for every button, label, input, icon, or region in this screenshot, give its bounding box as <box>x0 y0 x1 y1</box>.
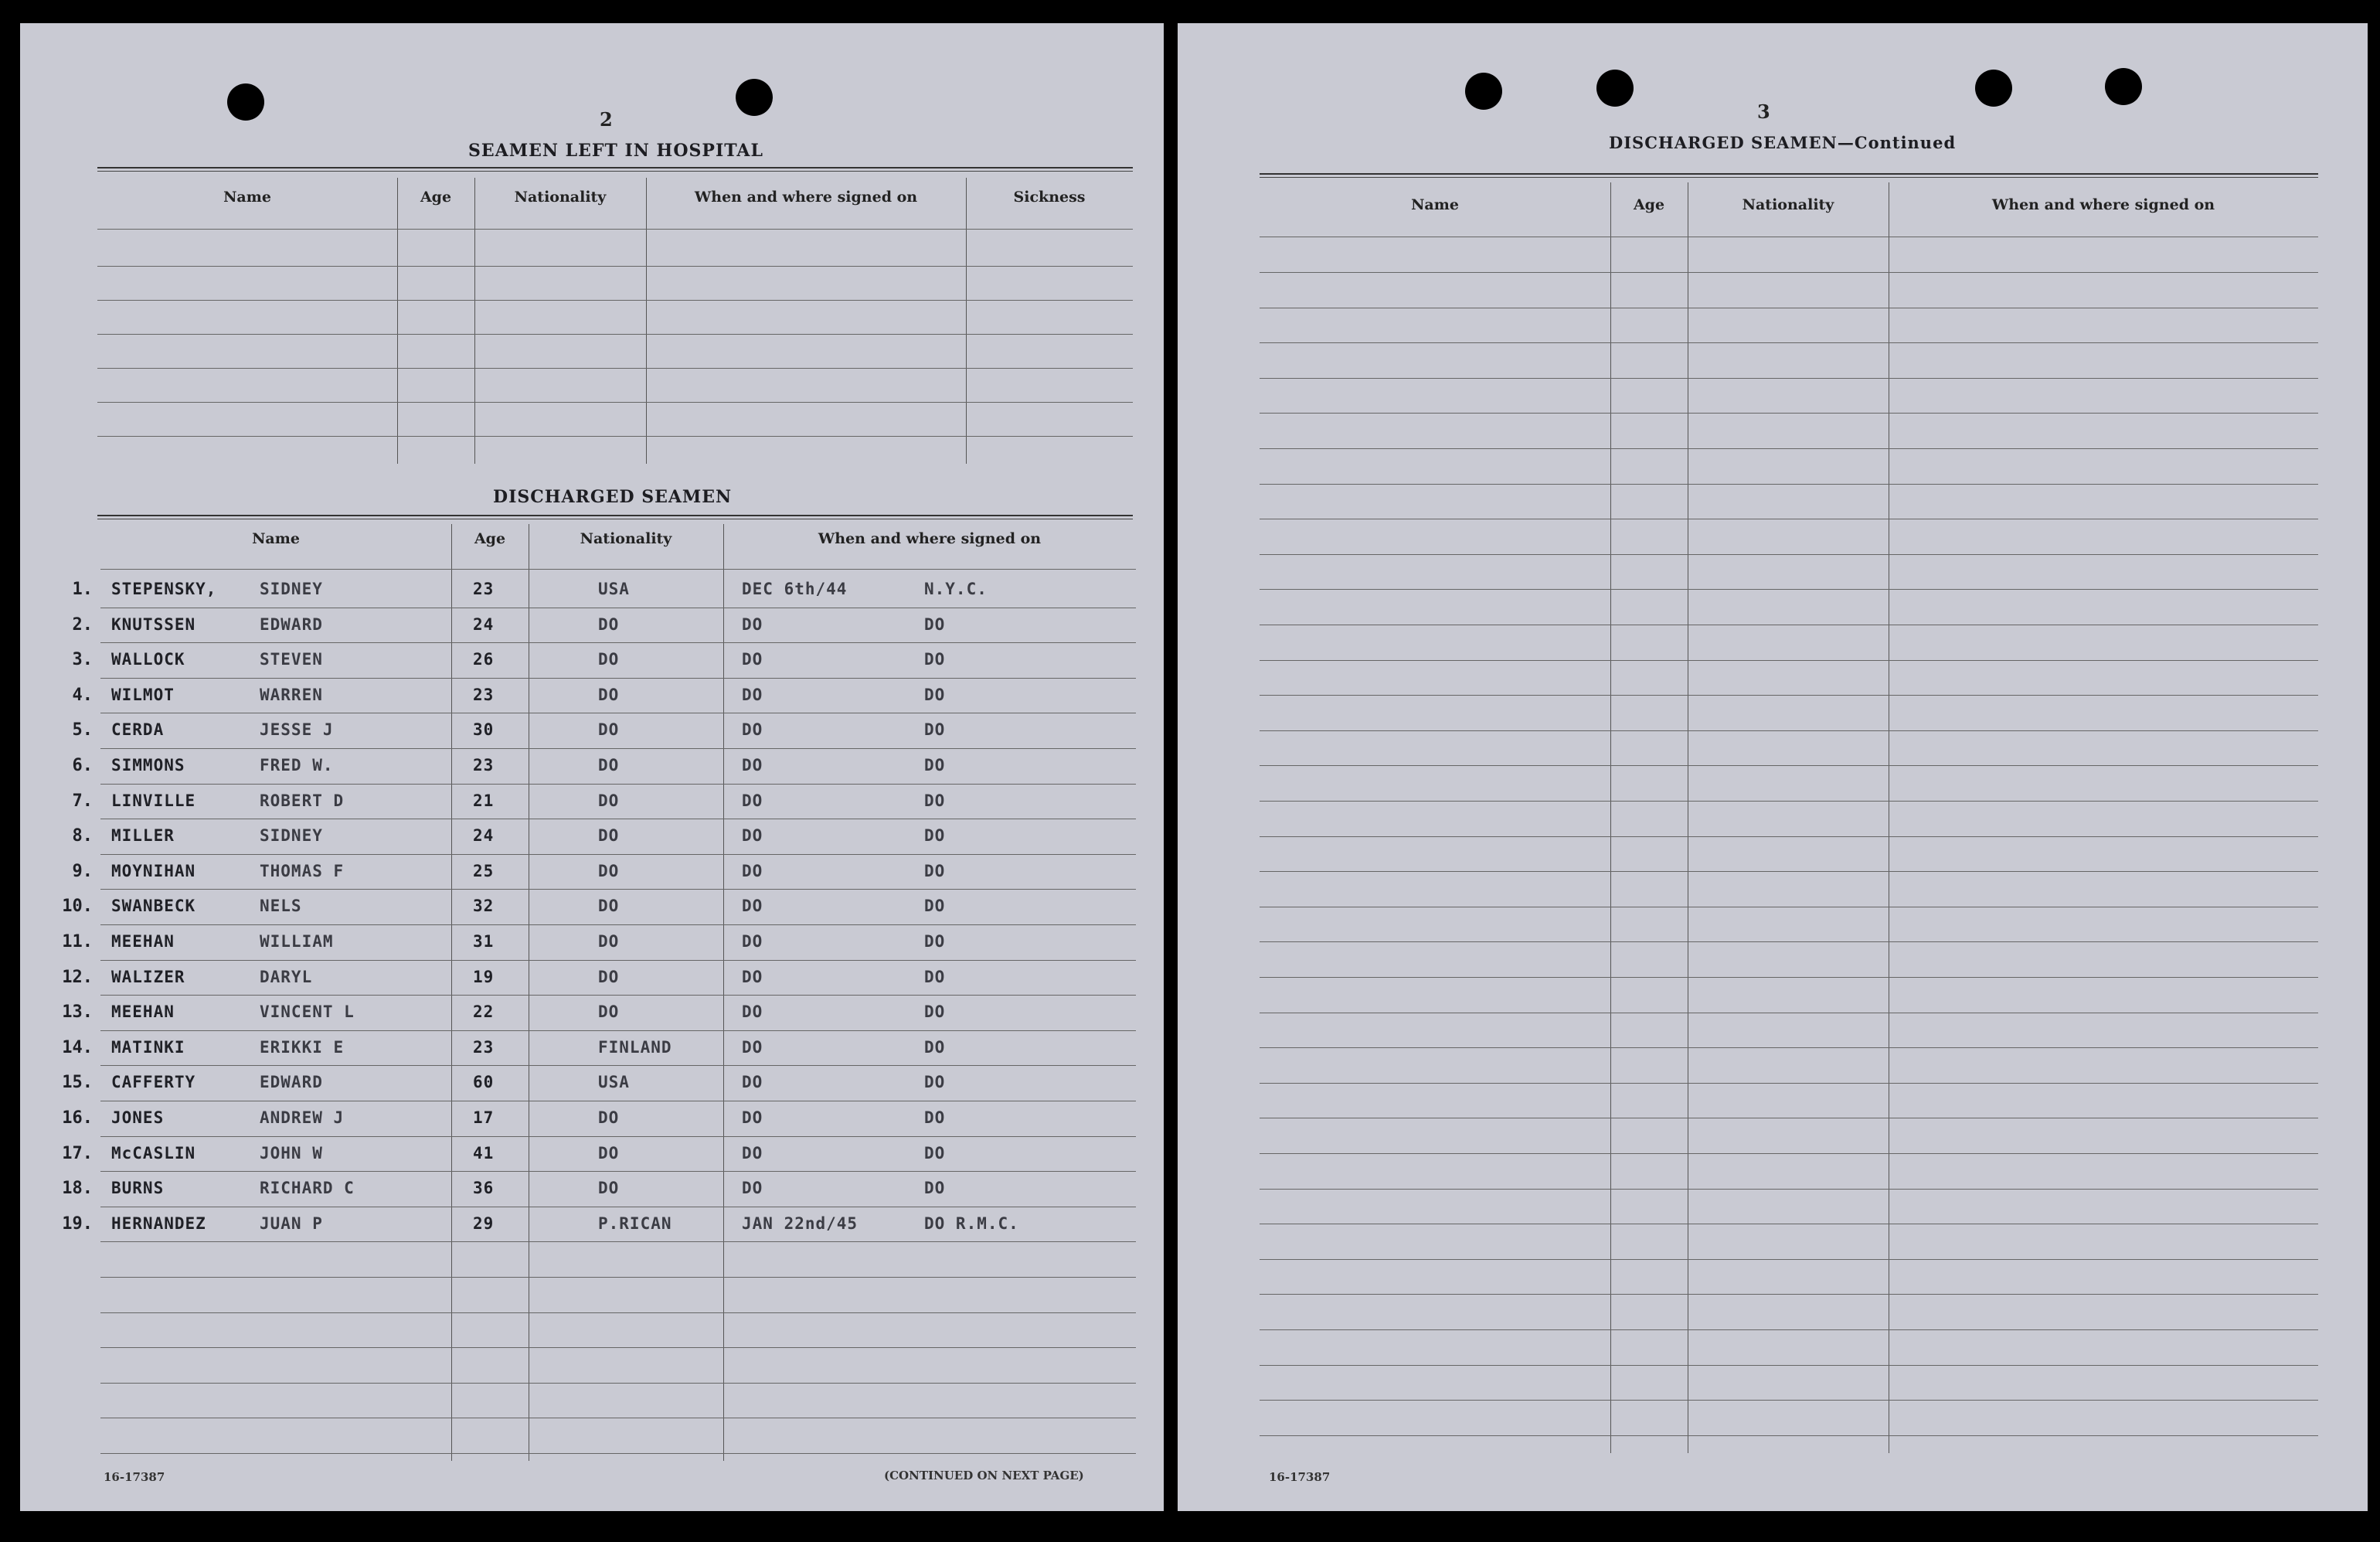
blank-row-line <box>1260 1083 2318 1084</box>
seaman-age: 23 <box>473 685 495 704</box>
seaman-nationality: DO <box>598 791 620 810</box>
seaman-age: 25 <box>473 861 495 880</box>
seaman-age: 26 <box>473 650 495 669</box>
seaman-age: 17 <box>473 1108 495 1127</box>
seaman-surname: MEEHAN <box>111 932 175 951</box>
row-line <box>100 1136 1136 1137</box>
seaman-surname: LINVILLE <box>111 791 196 810</box>
blank-row-line <box>1260 695 2318 696</box>
punch-hole <box>1596 70 1634 107</box>
column-divider <box>646 178 647 464</box>
blank-row-line <box>1260 1435 2318 1436</box>
seaman-age: 31 <box>473 932 495 951</box>
signed-on-place: DO R.M.C. <box>924 1214 1019 1233</box>
blank-row-line <box>1260 342 2318 343</box>
seaman-nationality: DO <box>598 650 620 669</box>
blank-row-line <box>1260 871 2318 872</box>
seaman-given-name: FRED W. <box>260 756 334 774</box>
signed-on-date: DO <box>742 932 763 951</box>
row-number: 6. <box>72 756 93 775</box>
row-number: 15. <box>62 1073 93 1093</box>
signed-on-date: DO <box>742 861 763 880</box>
signed-on-place: DO <box>924 1143 946 1162</box>
seaman-age: 41 <box>473 1143 495 1162</box>
row-line <box>100 960 1136 961</box>
form-number: 16-17387 <box>104 1470 165 1484</box>
seaman-given-name: DARYL <box>260 967 313 986</box>
signed-on-date: DO <box>742 650 763 669</box>
blank-row-line <box>100 1277 1136 1278</box>
seaman-surname: BURNS <box>111 1179 165 1198</box>
row-number: 16. <box>62 1108 93 1128</box>
row-line <box>100 784 1136 785</box>
signed-on-date: DO <box>742 1179 763 1198</box>
column-header-nationality: Nationality <box>580 530 672 547</box>
row-number: 2. <box>72 614 93 635</box>
signed-on-place: DO <box>924 826 946 846</box>
seaman-given-name: JOHN W <box>260 1143 323 1162</box>
header-rule <box>97 229 1133 230</box>
row-number: 3. <box>72 650 93 670</box>
blank-row-line <box>1260 1365 2318 1366</box>
row-line <box>100 748 1136 749</box>
column-header-sickness: Sickness <box>1013 189 1086 206</box>
seaman-surname: MOYNIHAN <box>111 861 196 880</box>
punch-hole <box>2105 68 2142 105</box>
seaman-surname: SWANBECK <box>111 897 196 916</box>
seaman-given-name: EDWARD <box>260 614 323 634</box>
blank-row-line <box>97 436 1133 437</box>
column-header-name: Name <box>252 530 300 547</box>
blank-row-line <box>1260 1259 2318 1260</box>
seaman-surname: WILMOT <box>111 685 175 704</box>
divider <box>97 167 1133 172</box>
row-line <box>100 995 1136 996</box>
signed-on-date: DO <box>742 826 763 846</box>
blank-row-line <box>97 402 1133 403</box>
right-page <box>1178 23 2368 1511</box>
signed-on-place: DO <box>924 1073 946 1092</box>
punch-hole <box>1975 70 2012 107</box>
seaman-age: 22 <box>473 1002 495 1022</box>
seaman-age: 36 <box>473 1179 495 1198</box>
row-number: 13. <box>62 1002 93 1023</box>
signed-on-place: N.Y.C. <box>924 580 988 598</box>
blank-row-line <box>1260 730 2318 731</box>
signed-on-date: DO <box>742 1108 763 1127</box>
seaman-surname: HERNANDEZ <box>111 1214 206 1233</box>
row-number: 4. <box>72 685 93 705</box>
seaman-nationality: DO <box>598 861 620 880</box>
signed-on-place: DO <box>924 614 946 634</box>
row-number: 7. <box>72 791 93 811</box>
seaman-given-name: STEVEN <box>260 650 323 669</box>
seaman-nationality: USA <box>598 580 630 598</box>
blank-row-line <box>1260 1189 2318 1190</box>
seaman-given-name: ANDREW J <box>260 1108 345 1127</box>
blank-row-line <box>97 300 1133 301</box>
signed-on-date: DO <box>742 1073 763 1092</box>
seaman-nationality: DO <box>598 897 620 916</box>
column-header-name: Name <box>223 189 271 206</box>
seaman-age: 21 <box>473 791 495 810</box>
seaman-given-name: THOMAS F <box>260 861 345 880</box>
continued-note: (CONTINUED ON NEXT PAGE) <box>884 1469 1084 1482</box>
column-header-age: Age <box>1633 196 1665 213</box>
hospital-section-title: SEAMEN LEFT IN HOSPITAL <box>468 141 763 161</box>
blank-row-line <box>100 1312 1136 1313</box>
seaman-nationality: DO <box>598 932 620 951</box>
seaman-nationality: DO <box>598 1179 620 1198</box>
row-number: 14. <box>62 1037 93 1057</box>
row-line <box>100 924 1136 925</box>
column-header-when-and-where-signed-on: When and where signed on <box>1991 196 2215 213</box>
seaman-given-name: SIDNEY <box>260 580 323 598</box>
row-number: 10. <box>62 897 93 917</box>
blank-row-line <box>1260 413 2318 414</box>
blank-row-line <box>97 266 1133 267</box>
seaman-surname: CAFFERTY <box>111 1073 196 1092</box>
blank-row-line <box>1260 836 2318 837</box>
blank-row-line <box>1260 765 2318 766</box>
signed-on-place: DO <box>924 650 946 669</box>
seaman-nationality: DO <box>598 720 620 740</box>
page-number: 3 <box>1757 100 1770 123</box>
seaman-nationality: P.RICAN <box>598 1214 672 1233</box>
row-line <box>100 1030 1136 1031</box>
column-header-nationality: Nationality <box>1742 196 1834 213</box>
signed-on-date: DEC 6th/44 <box>742 580 848 598</box>
blank-row-line <box>100 1347 1136 1348</box>
column-header-nationality: Nationality <box>514 189 607 206</box>
row-line <box>100 854 1136 855</box>
seaman-nationality: DO <box>598 614 620 634</box>
blank-row-line <box>1260 272 2318 273</box>
blank-row-line <box>1260 1329 2318 1330</box>
row-number: 11. <box>62 932 93 951</box>
seaman-age: 32 <box>473 897 495 916</box>
signed-on-date: DO <box>742 967 763 986</box>
seaman-given-name: WILLIAM <box>260 932 334 951</box>
seaman-surname: WALIZER <box>111 967 185 986</box>
form-number: 16-17387 <box>1269 1470 1331 1484</box>
row-number: 9. <box>72 861 93 881</box>
seaman-nationality: DO <box>598 967 620 986</box>
row-line <box>100 1171 1136 1172</box>
divider <box>97 515 1133 519</box>
blank-row-line <box>1260 448 2318 449</box>
signed-on-date: DO <box>742 685 763 704</box>
seaman-nationality: DO <box>598 1143 620 1162</box>
blank-row-line <box>100 1383 1136 1384</box>
punch-hole <box>736 79 773 116</box>
seaman-nationality: DO <box>598 1002 620 1022</box>
seaman-nationality: DO <box>598 826 620 846</box>
blank-row-line <box>1260 378 2318 379</box>
blank-row-line <box>1260 1153 2318 1154</box>
column-divider <box>1610 182 1611 1453</box>
row-line <box>100 642 1136 643</box>
page-number: 2 <box>600 108 613 131</box>
seaman-surname: WALLOCK <box>111 650 185 669</box>
signed-on-place: DO <box>924 897 946 916</box>
signed-on-date: DO <box>742 720 763 740</box>
seaman-surname: CERDA <box>111 720 165 740</box>
blank-row-line <box>1260 660 2318 661</box>
seaman-age: 24 <box>473 826 495 846</box>
column-divider <box>966 178 967 464</box>
seaman-nationality: USA <box>598 1073 630 1092</box>
column-header-name: Name <box>1411 196 1459 213</box>
seaman-surname: MEEHAN <box>111 1002 175 1022</box>
signed-on-place: DO <box>924 861 946 880</box>
left-page <box>20 23 1164 1511</box>
row-number: 5. <box>72 720 93 740</box>
seaman-surname: STEPENSKY, <box>111 580 217 598</box>
header-rule <box>100 569 1136 570</box>
row-number: 8. <box>72 826 93 846</box>
signed-on-date: DO <box>742 791 763 810</box>
signed-on-place: DO <box>924 756 946 774</box>
seaman-age: 29 <box>473 1214 495 1233</box>
row-number: 1. <box>72 580 93 599</box>
blank-row-line <box>1260 484 2318 485</box>
signed-on-place: DO <box>924 791 946 810</box>
column-header-when-and-where-signed-on: When and where signed on <box>818 530 1042 547</box>
seaman-age: 23 <box>473 580 495 598</box>
signed-on-place: DO <box>924 1179 946 1198</box>
row-line <box>100 889 1136 890</box>
row-line <box>100 678 1136 679</box>
column-header-when-and-where-signed-on: When and where signed on <box>694 189 918 206</box>
seaman-age: 30 <box>473 720 495 740</box>
blank-row-line <box>1260 801 2318 802</box>
row-line <box>100 1241 1136 1242</box>
seaman-age: 19 <box>473 967 495 986</box>
seaman-age: 24 <box>473 614 495 634</box>
signed-on-place: DO <box>924 1002 946 1022</box>
seaman-nationality: DO <box>598 756 620 774</box>
seaman-given-name: VINCENT L <box>260 1002 355 1022</box>
punch-hole <box>227 83 264 121</box>
seaman-given-name: NELS <box>260 897 302 916</box>
seaman-surname: SIMMONS <box>111 756 185 774</box>
row-line <box>100 1065 1136 1066</box>
signed-on-date: DO <box>742 1143 763 1162</box>
row-number: 18. <box>62 1179 93 1199</box>
blank-row-line <box>1260 589 2318 590</box>
signed-on-place: DO <box>924 720 946 740</box>
seaman-given-name: RICHARD C <box>260 1179 355 1198</box>
punch-hole <box>1465 73 1502 110</box>
row-number: 19. <box>62 1214 93 1234</box>
seaman-given-name: JESSE J <box>260 720 334 740</box>
seaman-surname: MATINKI <box>111 1037 185 1057</box>
column-header-age: Age <box>474 530 506 547</box>
seaman-age: 23 <box>473 1037 495 1057</box>
blank-row-line <box>1260 1294 2318 1295</box>
signed-on-date: DO <box>742 1002 763 1022</box>
blank-row-line <box>100 1453 1136 1454</box>
signed-on-date: DO <box>742 614 763 634</box>
seaman-given-name: SIDNEY <box>260 826 323 846</box>
signed-on-place: DO <box>924 1108 946 1127</box>
blank-row-line <box>1260 1047 2318 1048</box>
row-number: 17. <box>62 1143 93 1163</box>
row-number: 12. <box>62 967 93 987</box>
seaman-given-name: ROBERT D <box>260 791 345 810</box>
signed-on-place: DO <box>924 1037 946 1057</box>
seaman-surname: KNUTSSEN <box>111 614 196 634</box>
column-divider <box>397 178 398 464</box>
blank-row-line <box>97 334 1133 335</box>
blank-row-line <box>1260 1400 2318 1401</box>
signed-on-date: DO <box>742 756 763 774</box>
seaman-given-name: WARREN <box>260 685 323 704</box>
seaman-surname: McCASLIN <box>111 1143 196 1162</box>
signed-on-date: DO <box>742 1037 763 1057</box>
seaman-nationality: DO <box>598 1108 620 1127</box>
seaman-surname: MILLER <box>111 826 175 846</box>
blank-row-line <box>1260 554 2318 555</box>
signed-on-date: JAN 22nd/45 <box>742 1214 858 1233</box>
seaman-nationality: FINLAND <box>598 1037 672 1057</box>
signed-on-place: DO <box>924 967 946 986</box>
right-page-title: DISCHARGED SEAMEN—Continued <box>1609 133 1957 152</box>
divider <box>1260 173 2318 178</box>
seaman-nationality: DO <box>598 685 620 704</box>
discharged-section-title: DISCHARGED SEAMEN <box>493 487 733 507</box>
seaman-age: 60 <box>473 1073 495 1092</box>
signed-on-date: DO <box>742 897 763 916</box>
column-header-age: Age <box>420 189 452 206</box>
column-divider <box>451 524 452 1461</box>
seaman-given-name: EDWARD <box>260 1073 323 1092</box>
signed-on-place: DO <box>924 685 946 704</box>
seaman-given-name: ERIKKI E <box>260 1037 345 1057</box>
blank-row-line <box>1260 977 2318 978</box>
blank-row-line <box>1260 941 2318 942</box>
column-divider <box>723 524 724 1461</box>
seaman-surname: JONES <box>111 1108 165 1127</box>
blank-row-line <box>97 368 1133 369</box>
seaman-given-name: JUAN P <box>260 1214 323 1233</box>
signed-on-place: DO <box>924 932 946 951</box>
column-divider <box>474 178 475 464</box>
seaman-age: 23 <box>473 756 495 774</box>
